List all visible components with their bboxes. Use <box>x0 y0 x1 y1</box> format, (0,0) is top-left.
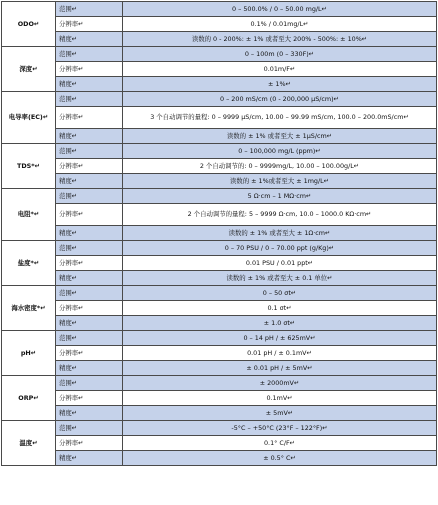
paragraph-mark: ↵ <box>71 378 78 387</box>
parameter-name: 盐度* <box>17 258 34 267</box>
spec-value: ± 0.01 pH / ± 5mV <box>246 363 308 372</box>
paragraph-mark: ↵ <box>71 243 78 252</box>
spec-value: 读数的 ± 1%或者至大 ± 1mg/L <box>229 176 324 185</box>
parameter-name-cell <box>2 376 56 421</box>
table-row <box>2 62 437 77</box>
table-row <box>2 174 437 189</box>
paragraph-mark: ↵ <box>290 288 297 297</box>
spec-kind-cell <box>56 346 123 361</box>
parameter-name-cell <box>2 92 56 144</box>
spec-value-cell <box>123 376 437 391</box>
paragraph-mark: ↵ <box>34 161 40 170</box>
paragraph-mark: ↵ <box>289 64 296 73</box>
spec-kind-label: 分辨率 <box>59 113 79 121</box>
spec-kind-cell <box>56 47 123 62</box>
spec-value-cell <box>123 316 437 331</box>
spec-value-cell <box>123 129 437 144</box>
paragraph-mark: ↵ <box>30 348 37 357</box>
table-row <box>2 316 437 331</box>
spec-value-cell <box>123 286 437 301</box>
spec-kind-label: 精度 <box>59 176 72 185</box>
spec-value: 0.1% / 0.01mg/L <box>250 19 304 28</box>
spec-value-cell <box>123 17 437 32</box>
spec-kind-label: 精度 <box>59 363 72 372</box>
spec-kind-cell <box>56 62 123 77</box>
table-row <box>2 241 437 256</box>
spec-value: 0.01 pH / ± 0.1mV <box>247 348 307 357</box>
spec-value-cell <box>123 174 437 189</box>
parameter-name-cell <box>2 47 56 92</box>
spec-value-cell <box>123 451 437 466</box>
parameter-name: 海水密度* <box>11 303 41 312</box>
spec-kind-label: 分辨率 <box>59 303 79 312</box>
spec-kind-label: 精度 <box>59 34 72 43</box>
paragraph-mark: ↵ <box>323 176 330 185</box>
paragraph-mark: ↵ <box>71 176 78 185</box>
paragraph-mark: ↵ <box>71 79 78 88</box>
spec-value: 读数的 ± 1% 或者至大 ± 1Ω·cm <box>228 228 326 237</box>
table-row <box>2 159 437 174</box>
spec-kind-cell <box>56 331 123 346</box>
paragraph-mark: ↵ <box>287 408 294 417</box>
table-row <box>2 331 437 346</box>
paragraph-mark: ↵ <box>78 258 84 267</box>
paragraph-mark: ↵ <box>78 19 84 28</box>
spec-kind-label: 范围 <box>59 94 72 103</box>
table-row <box>2 144 437 159</box>
spec-kind-label: 分辨率 <box>59 19 79 28</box>
paragraph-mark: ↵ <box>78 113 84 121</box>
spec-kind-cell <box>56 301 123 316</box>
spec-value: ± 1.0 σt <box>263 318 290 327</box>
paragraph-mark: ↵ <box>32 64 38 73</box>
spec-value-cell <box>123 436 437 451</box>
spec-value: 2 个自动调节的量程: 5 – 9999 Ω·cm, 10.0 – 1000.0 KΩ·cm <box>187 210 367 218</box>
paragraph-mark: ↵ <box>71 94 78 103</box>
paragraph-mark: ↵ <box>308 49 315 58</box>
spec-table <box>1 1 437 466</box>
spec-value-cell <box>123 301 437 316</box>
spec-kind-label: 范围 <box>59 49 72 58</box>
paragraph-mark: ↵ <box>33 393 39 402</box>
parameter-name-cell <box>2 189 56 241</box>
spec-kind-cell <box>56 286 123 301</box>
paragraph-mark: ↵ <box>78 393 84 402</box>
table-row <box>2 92 437 107</box>
paragraph-mark: ↵ <box>321 4 327 13</box>
paragraph-mark: ↵ <box>310 333 316 342</box>
spec-value-cell <box>123 421 437 436</box>
spec-value: 读数的 ± 1% 或者至大 ± 1μS/cm <box>226 131 327 140</box>
spec-kind-label: 范围 <box>59 378 72 387</box>
spec-kind-label: 分辨率 <box>59 258 79 267</box>
paragraph-mark: ↵ <box>327 273 333 282</box>
paragraph-mark: ↵ <box>78 210 84 218</box>
paragraph-mark: ↵ <box>71 288 78 297</box>
spec-kind-cell <box>56 376 123 391</box>
spec-kind-label: 范围 <box>59 423 72 432</box>
parameter-name: TDS* <box>17 161 35 170</box>
parameter-name-cell <box>2 241 56 286</box>
spec-value: ± 5mV <box>265 408 288 417</box>
spec-kind-cell <box>56 391 123 406</box>
spec-value-cell <box>123 391 437 406</box>
paragraph-mark: ↵ <box>307 258 314 267</box>
spec-kind-cell <box>56 77 123 92</box>
paragraph-mark: ↵ <box>71 4 78 13</box>
paragraph-mark: ↵ <box>78 348 84 357</box>
spec-value-cell <box>123 189 437 204</box>
paragraph-mark: ↵ <box>325 228 331 237</box>
spec-value-cell <box>123 144 437 159</box>
spec-value-cell <box>123 331 437 346</box>
table-row <box>2 256 437 271</box>
spec-value: 0 – 500.0% / 0 – 50.00 mg/L <box>232 4 322 13</box>
spec-kind-cell <box>56 271 123 286</box>
paragraph-mark: ↵ <box>71 131 78 140</box>
table-row <box>2 17 437 32</box>
table-row <box>2 346 437 361</box>
parameter-name: 电阻* <box>17 210 34 218</box>
parameter-name-cell <box>2 421 56 466</box>
paragraph-mark: ↵ <box>307 363 313 372</box>
paragraph-mark: ↵ <box>71 318 78 327</box>
spec-kind-cell <box>56 189 123 204</box>
spec-kind-label: 精度 <box>59 408 72 417</box>
spec-value: 0.1mV <box>266 393 288 402</box>
spec-value-cell <box>123 361 437 376</box>
paragraph-mark: ↵ <box>293 378 300 387</box>
spec-value-cell <box>123 92 437 107</box>
table-row <box>2 271 437 286</box>
spec-value: ± 2000mV <box>259 378 294 387</box>
spec-value: 0 – 100m (0 – 330F) <box>244 49 309 58</box>
paragraph-mark: ↵ <box>290 453 296 462</box>
paragraph-mark: ↵ <box>71 34 78 43</box>
spec-value-cell <box>123 204 437 226</box>
parameter-name-cell <box>2 331 56 376</box>
paragraph-mark: ↵ <box>71 146 78 155</box>
paragraph-mark: ↵ <box>71 363 78 372</box>
table-row <box>2 107 437 129</box>
table-row <box>2 391 437 406</box>
spec-kind-label: 精度 <box>59 318 72 327</box>
paragraph-mark: ↵ <box>78 64 84 73</box>
parameter-name: 温度 <box>19 438 33 447</box>
spec-kind-cell <box>56 421 123 436</box>
spec-value-cell <box>123 32 437 47</box>
paragraph-mark: ↵ <box>289 318 296 327</box>
spec-kind-label: 范围 <box>59 243 72 252</box>
spec-kind-cell <box>56 451 123 466</box>
spec-value: 0 – 50 σt <box>262 288 291 297</box>
paragraph-mark: ↵ <box>71 49 78 58</box>
spec-value-cell <box>123 406 437 421</box>
paragraph-mark: ↵ <box>287 393 293 402</box>
spec-kind-label: 范围 <box>59 288 72 297</box>
spec-kind-label: 分辨率 <box>59 348 79 357</box>
table-row <box>2 361 437 376</box>
spec-kind-cell <box>56 107 123 129</box>
spec-kind-cell <box>56 92 123 107</box>
spec-value-cell <box>123 346 437 361</box>
spec-kind-cell <box>56 316 123 331</box>
table-row <box>2 286 437 301</box>
spec-value: 0 – 100,000 mg/L (ppm) <box>238 146 316 155</box>
spec-kind-cell <box>56 159 123 174</box>
table-row <box>2 77 437 92</box>
spec-kind-cell <box>56 129 123 144</box>
spec-kind-cell <box>56 32 123 47</box>
parameter-name-cell <box>2 2 56 47</box>
spec-kind-label: 范围 <box>59 4 72 13</box>
paragraph-mark: ↵ <box>33 258 40 267</box>
spec-value-cell <box>123 107 437 129</box>
spec-kind-cell <box>56 144 123 159</box>
spec-value: 0 – 14 pH / ± 625mV <box>243 333 311 342</box>
spec-value: 读数的 ± 1% 或者至大 ± 0.1 单位 <box>226 273 328 282</box>
paragraph-mark: ↵ <box>71 333 78 342</box>
table-row <box>2 32 437 47</box>
paragraph-mark: ↵ <box>71 408 78 417</box>
paragraph-mark: ↵ <box>71 453 78 462</box>
spec-value-cell <box>123 271 437 286</box>
spec-value: 0.1° C/F <box>263 438 290 447</box>
spec-value: ± 1% <box>268 79 286 88</box>
paragraph-mark: ↵ <box>315 146 321 155</box>
parameter-name-cell <box>2 286 56 331</box>
spec-value: 读数的 0 - 200%: ± 1% 或者至大 200% - 500%: ± 10% <box>191 34 362 43</box>
table-row <box>2 226 437 241</box>
paragraph-mark: ↵ <box>403 113 409 121</box>
paragraph-mark: ↵ <box>42 113 49 121</box>
paragraph-mark: ↵ <box>328 243 335 252</box>
spec-kind-label: 分辨率 <box>59 438 79 447</box>
paragraph-mark: ↵ <box>366 210 372 218</box>
paragraph-mark: ↵ <box>33 210 40 218</box>
spec-kind-label: 精度 <box>59 79 72 88</box>
spec-value: 5 Ω·cm – 1 MΩ·cm <box>247 191 306 200</box>
spec-kind-label: 分辨率 <box>59 161 79 170</box>
paragraph-mark: ↵ <box>71 273 78 282</box>
table-row <box>2 129 437 144</box>
spec-value: 0 – 70 PSU / 0 – 70.00 ppt (g/Kg) <box>224 243 329 252</box>
table-row <box>2 2 437 17</box>
spec-value: 0 – 200 mS/cm (0 - 200,000 μS/cm) <box>219 94 334 103</box>
paragraph-mark: ↵ <box>40 303 46 312</box>
paragraph-mark: ↵ <box>361 34 368 43</box>
spec-value: 0.01m/F <box>263 64 290 73</box>
parameter-name: 电导率(EC) <box>8 113 43 121</box>
paragraph-mark: ↵ <box>32 438 38 447</box>
spec-value: 0.1 σt <box>267 303 287 312</box>
spec-kind-label: 范围 <box>59 191 72 200</box>
paragraph-mark: ↵ <box>303 19 309 28</box>
table-row <box>2 376 437 391</box>
spec-kind-cell <box>56 436 123 451</box>
paragraph-mark: ↵ <box>305 191 312 200</box>
spec-kind-cell <box>56 241 123 256</box>
spec-value-cell <box>123 2 437 17</box>
table-row <box>2 204 437 226</box>
spec-value: 3 个自动调节的量程: 0 – 9999 μS/cm, 10.00 – 99.99 mS/cm, 100.0 – 200.0mS/cm <box>150 113 404 121</box>
spec-kind-cell <box>56 256 123 271</box>
spec-value-cell <box>123 77 437 92</box>
paragraph-mark: ↵ <box>78 303 84 312</box>
spec-kind-cell <box>56 2 123 17</box>
spec-value-cell <box>123 159 437 174</box>
spec-value-cell <box>123 256 437 271</box>
parameter-name: 深度 <box>19 64 33 73</box>
paragraph-mark: ↵ <box>71 423 78 432</box>
table-row <box>2 436 437 451</box>
spec-kind-label: 分辨率 <box>59 64 79 73</box>
spec-value-cell <box>123 62 437 77</box>
parameter-name-cell <box>2 144 56 189</box>
paragraph-mark: ↵ <box>306 348 312 357</box>
spec-value-cell <box>123 47 437 62</box>
spec-kind-cell <box>56 17 123 32</box>
spec-table-container <box>1 1 437 466</box>
spec-kind-cell <box>56 204 123 226</box>
paragraph-mark: ↵ <box>285 79 291 88</box>
spec-value: 0.01 PSU / 0.01 ppt <box>245 258 308 267</box>
spec-value-cell <box>123 226 437 241</box>
spec-value: ± 0.5° C <box>263 453 291 462</box>
parameter-name: ORP <box>18 393 34 402</box>
spec-value: -5°C – +50°C (23°F – 122°F) <box>231 423 323 432</box>
spec-kind-label: 范围 <box>59 146 72 155</box>
table-row <box>2 189 437 204</box>
spec-value: 2 个自动调节的: 0 – 9999mg/L, 10.00 – 100.00g/L <box>199 161 354 170</box>
spec-kind-cell <box>56 174 123 189</box>
spec-kind-label: 精度 <box>59 228 72 237</box>
spec-kind-label: 分辨率 <box>59 210 79 218</box>
spec-kind-cell <box>56 406 123 421</box>
spec-kind-label: 分辨率 <box>59 393 79 402</box>
parameter-name: ODO <box>17 19 34 28</box>
paragraph-mark: ↵ <box>71 228 78 237</box>
spec-kind-label: 精度 <box>59 131 72 140</box>
table-row <box>2 451 437 466</box>
table-row <box>2 47 437 62</box>
paragraph-mark: ↵ <box>78 161 84 170</box>
spec-kind-label: 精度 <box>59 273 72 282</box>
table-row <box>2 406 437 421</box>
spec-value-cell <box>123 241 437 256</box>
paragraph-mark: ↵ <box>326 131 333 140</box>
paragraph-mark: ↵ <box>322 423 328 432</box>
paragraph-mark: ↵ <box>333 94 339 103</box>
spec-kind-cell <box>56 361 123 376</box>
parameter-name: pH <box>20 348 31 357</box>
spec-kind-label: 精度 <box>59 453 72 462</box>
spec-kind-label: 范围 <box>59 333 72 342</box>
paragraph-mark: ↵ <box>289 438 296 447</box>
spec-table-body <box>2 2 437 466</box>
paragraph-mark: ↵ <box>71 191 78 200</box>
paragraph-mark: ↵ <box>286 303 292 312</box>
spec-kind-cell <box>56 226 123 241</box>
paragraph-mark: ↵ <box>33 19 40 28</box>
paragraph-mark: ↵ <box>353 161 360 170</box>
table-row <box>2 421 437 436</box>
paragraph-mark: ↵ <box>78 438 84 447</box>
table-row <box>2 301 437 316</box>
